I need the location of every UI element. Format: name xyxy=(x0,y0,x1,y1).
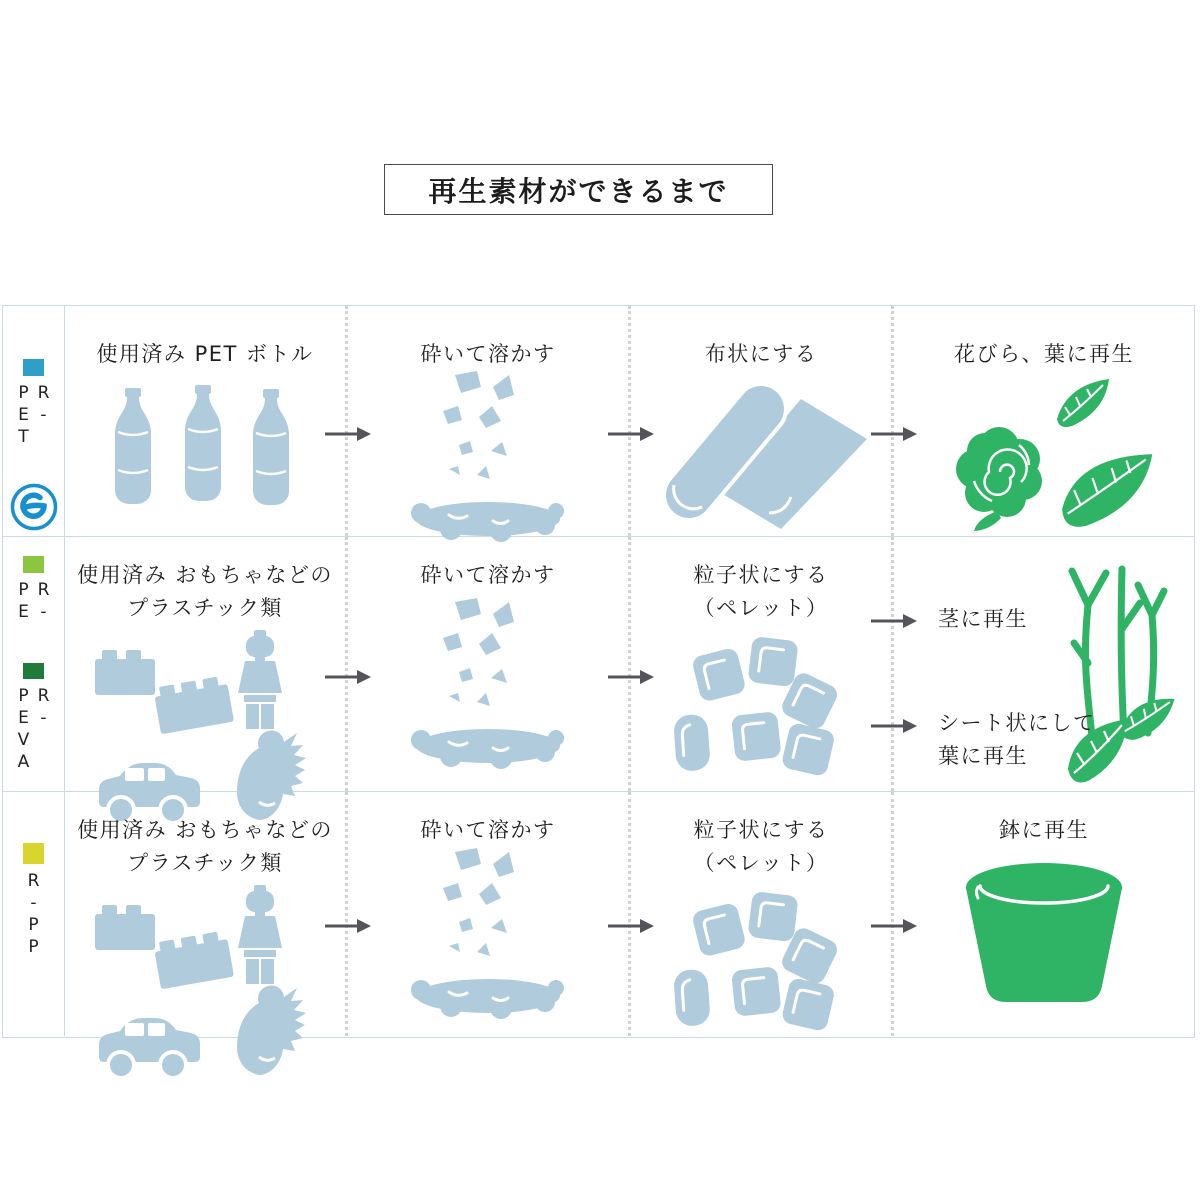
pellets-icon xyxy=(661,879,861,1055)
material-color-swatch xyxy=(23,359,44,376)
sheet-leaves-icon xyxy=(1064,687,1186,803)
arrow-icon xyxy=(608,918,654,934)
arrow-icon xyxy=(325,426,371,442)
step-heading: 使用済み おもちゃなどの プラスチック類 xyxy=(77,818,333,875)
diagram-title: 再生素材ができるまで xyxy=(428,174,729,208)
row-r-pp xyxy=(3,792,1194,1036)
material-color-swatch xyxy=(23,843,44,864)
step-cell-petals-leaves xyxy=(894,306,1194,536)
step-heading: 花びら、葉に再生 xyxy=(954,342,1134,366)
arrow-icon xyxy=(325,669,371,685)
material-color-swatch xyxy=(23,663,44,680)
row-r-pet xyxy=(3,306,1194,537)
material-label-column xyxy=(3,792,65,1036)
step-cell-pellets xyxy=(631,792,894,1036)
arrow-icon xyxy=(871,613,917,629)
crush-melt-icon xyxy=(393,592,583,791)
step-heading: 布状にする xyxy=(704,342,818,366)
step-heading: 砕いて溶かす xyxy=(420,342,556,366)
outcome-label-stems: 茎に再生 xyxy=(938,607,1028,631)
arrow-icon xyxy=(871,426,917,442)
step-cell-crush-melt xyxy=(348,537,631,791)
material-code: R-PE xyxy=(13,579,54,624)
material-code: R-PEVA xyxy=(13,686,54,775)
pellets-icon xyxy=(661,624,861,800)
step-heading: 砕いて溶かす xyxy=(420,818,556,842)
row-r-pe-r-peva xyxy=(3,537,1194,792)
outcome-label-sheet-leaves: シート状にして 葉に再生 xyxy=(938,711,1096,768)
step-cell-make-fabric xyxy=(631,306,894,536)
fabric-roll-icon xyxy=(649,371,874,547)
step-cell-used-toys xyxy=(65,792,348,1036)
diagram-title-box xyxy=(384,164,773,215)
material-code: R-PP xyxy=(23,871,44,959)
step-cell-outcomes xyxy=(894,537,1194,791)
process-table xyxy=(2,305,1195,1038)
material-color-swatch xyxy=(23,556,44,573)
pet-bottles-icon xyxy=(107,371,303,536)
step-cell-used-pet-bottles xyxy=(65,306,348,536)
step-heading: 砕いて溶かす xyxy=(420,563,556,587)
arrow-icon xyxy=(608,669,654,685)
pot-icon xyxy=(960,847,1128,1036)
crush-melt-icon xyxy=(393,371,583,557)
arrow-icon xyxy=(871,718,917,734)
crush-melt-icon xyxy=(393,847,583,1036)
step-cell-crush-melt xyxy=(348,306,631,536)
material-label-column xyxy=(3,306,65,536)
step-heading: 鉢に再生 xyxy=(999,818,1089,842)
step-cell-pellets xyxy=(631,537,894,791)
recycle-mark-icon xyxy=(9,482,59,536)
step-heading: 使用済み PET ボトル xyxy=(96,342,314,366)
arrow-icon xyxy=(608,426,654,442)
arrow-icon xyxy=(871,918,917,934)
material-label-column xyxy=(3,537,65,791)
step-heading: 粒子状にする （ペレット） xyxy=(693,563,829,620)
step-cell-used-toys xyxy=(65,537,348,791)
material-code: R-PET xyxy=(13,382,54,449)
step-heading: 粒子状にする （ペレット） xyxy=(693,818,829,875)
step-heading: 使用済み おもちゃなどの プラスチック類 xyxy=(77,563,333,620)
step-cell-crush-melt xyxy=(348,792,631,1036)
arrow-icon xyxy=(325,918,371,934)
toys-icon xyxy=(85,879,325,1095)
step-cell-pot xyxy=(894,792,1194,1036)
